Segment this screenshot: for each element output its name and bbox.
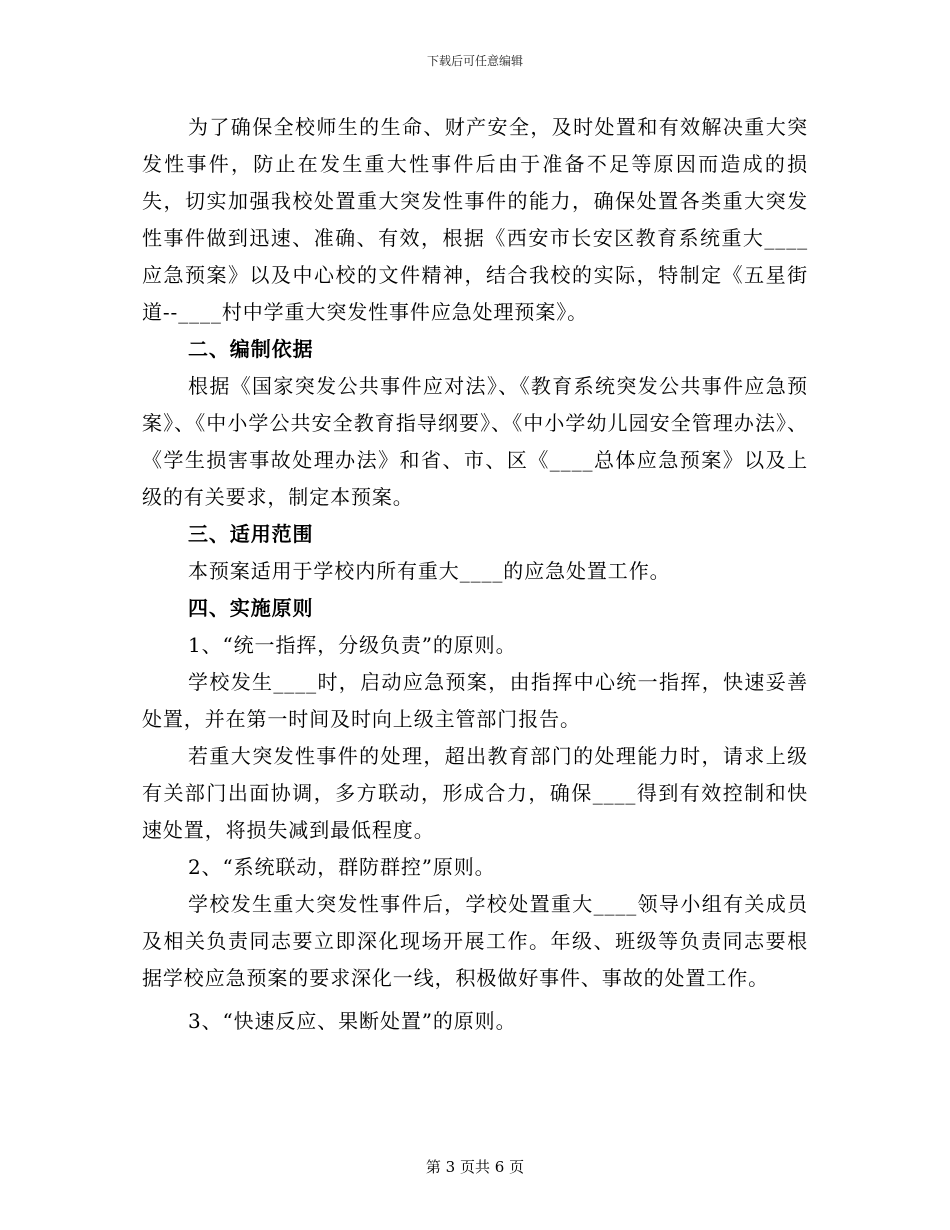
section-heading-scope: 三、适用范围 [188,522,314,546]
scope-paragraph: 本预案适用于学校内所有重大____的应急处置工作。 [188,559,671,583]
principle-2-title: 2、“系统联动，群防群控”原则。 [188,855,496,879]
basis-paragraph: 根据《国家突发公共事件应对法》、《教育系统突发公共事件应急预案》、《中小学公共安全教育指导纲要》、《中小学幼儿园安全管理办法》、《学生损害事故处理办法》和省、市、区《____总体应急预案》以及上级的有关要求，制定本预案。 [142,374,808,509]
principle-1-paragraph-2: 若重大突发性事件的处理，超出教育部门的处理能力时，请求上级有关部门出面协调，多方联动，形成合力，确保____得到有效控制和快速处置，将损失减到最低程度。 [142,744,808,842]
intro-paragraph: 为了确保全校师生的生命、财产安全，及时处置和有效解决重大突发性事件，防止在发生重大性事件后由于准备不足等原因而造成的损失，切实加强我校处置重大突发性事件的能力，确保处置各类重大突发性事件做到迅速、准确、有效，根据《西安市长安区教育系统重大____应急预案》以及中心校的文件精神，结合我校的实际，特制定《五星街道--____村中学重大突发性事件应急处理预案》。 [142,115,808,324]
page-footer: 第 3 页共 6 页 [425,1158,525,1176]
principle-2-paragraph-1: 学校发生重大突发性事件后，学校处置重大____领导小组有关成员及相关负责同志要立即深化现场开展工作。年级、班级等负责同志要根据学校应急预案的要求深化一线，积极做好事件、事故的处置工作。 [142,892,808,990]
principle-1-title: 1、“统一指挥，分级负责”的原则。 [188,633,517,657]
page-header: 下载后可任意编辑 [426,54,523,68]
document-body [142,109,808,1040]
section-heading-principles: 四、实施原则 [188,596,314,620]
section-heading-basis: 二、编制依据 [188,337,314,361]
principle-3-title: 3、“快速反应、果断处置”的原则。 [188,1009,517,1033]
principle-1-paragraph-1: 学校发生____时，启动应急预案，由指挥中心统一指挥，快速妥善处置，并在第一时间及时向上级主管部门报告。 [142,670,808,731]
